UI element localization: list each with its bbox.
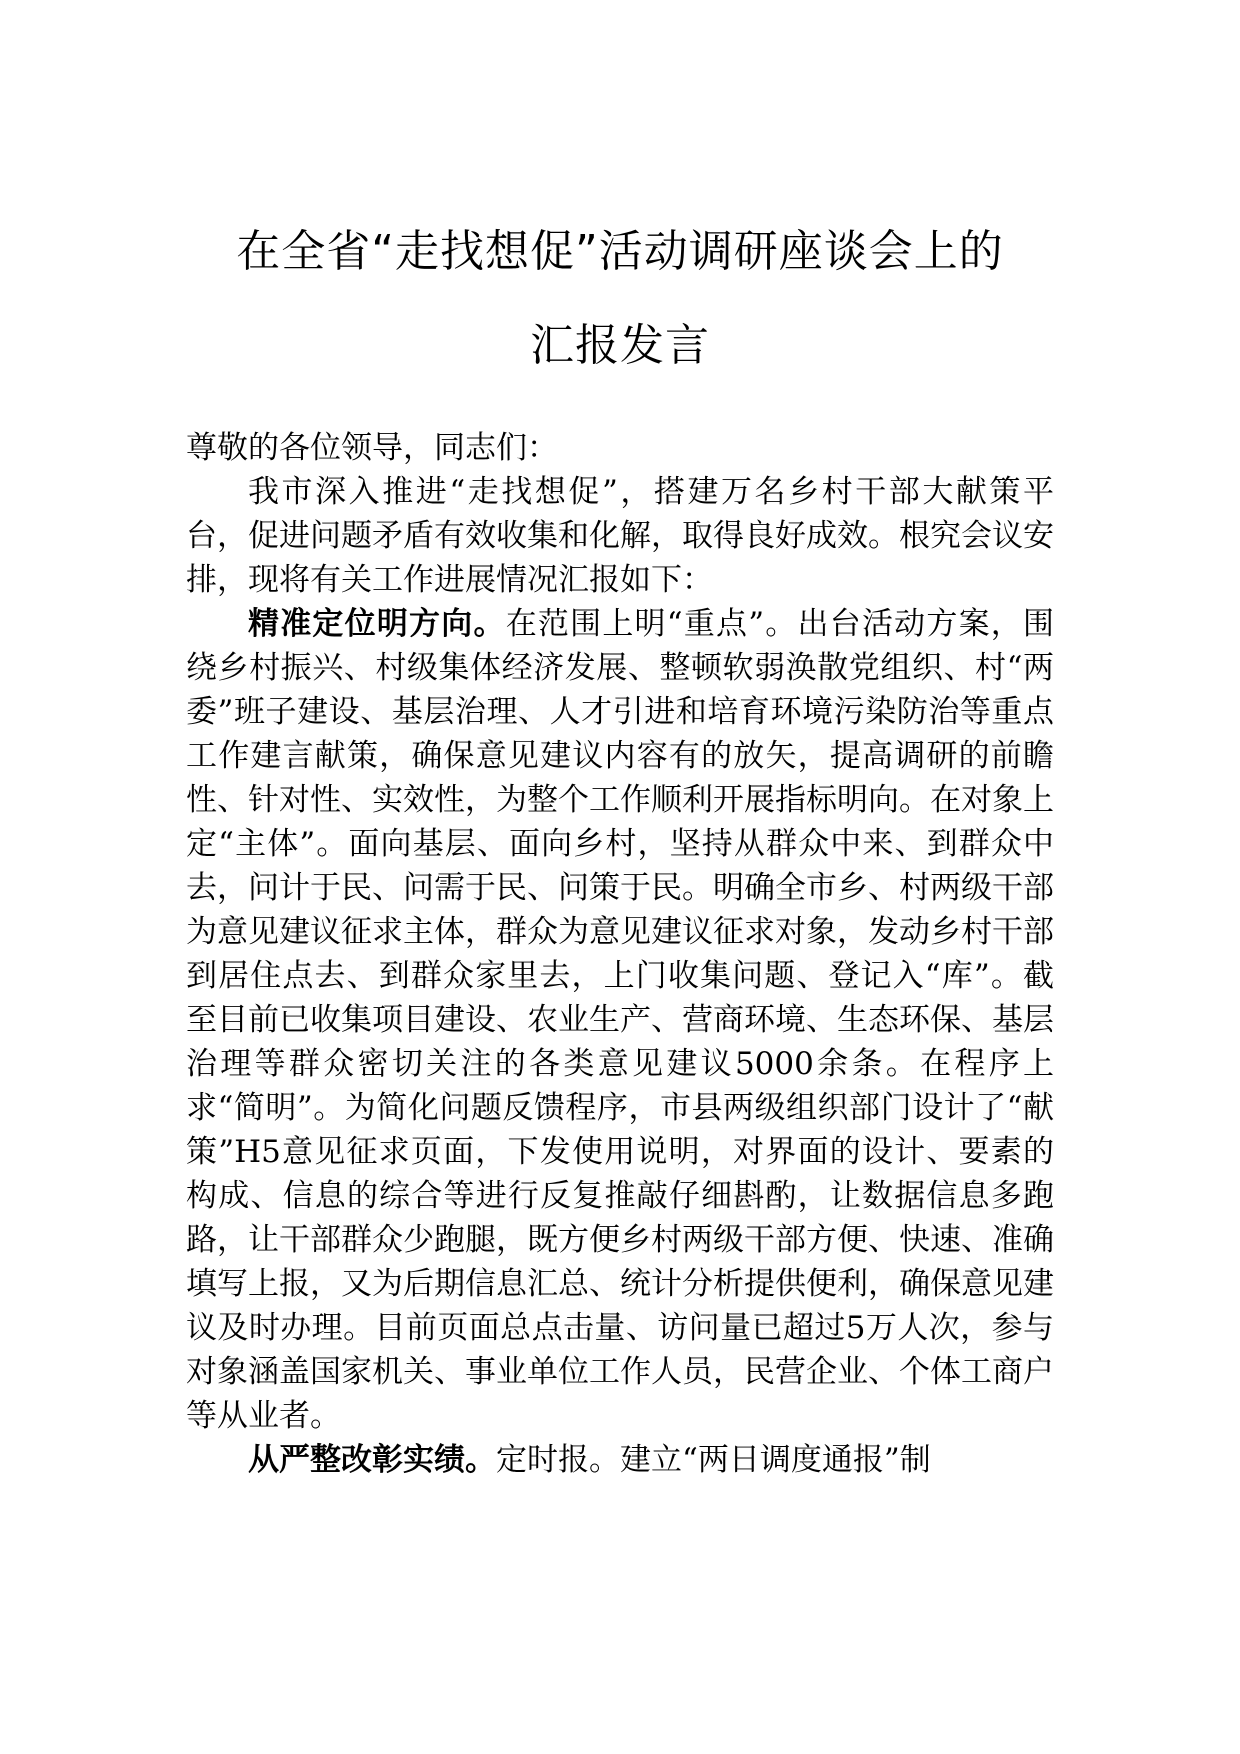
section-1-text: 在范围上明“重点”。出台活动方案，围绕乡村振兴、村级集体经济发展、整顿软弱涣散党组织、村“两委”班子建设、基层治理、人才引进和培育环境污染防治等重点工作建言献策，确保意见建议内容有的放矢，提高调研的前瞻性、针对性、实效性，为整个工作顺利开展指标明向。在对象上定“主体”。面向基层、面向乡村，坚持从群众中来、到群众中去，问计于民、问需于民、问策于民。明确全市乡、村两级干部为意见建议征求主体，群众为意见建议征求对象，发动乡村干部到居住点去、到群众家里去，上门收集问题、登记入“库”。截至目前已收集项目建设、农业生产、营商环境、生态环保、基层治理等群众密切关注的各类意见建议5000余条。在程序上求“简明”。为简化问题反馈程序，市县两级组织部门设计了“献策”H5意见征求页面，下发使用说明，对界面的设计、要素的构成、信息的综合等进行反复推敲仔细斟酌，让数据信息多跑路，让干部群众少跑腿，既方便乡村两级干部方便、快速、准确填写上报，又为后期信息汇总、统计分析提供便利，确保意见建议及时办理。目前页面总点击量、访问量已超过5万人次，参与对象涵盖国家机关、事业单位工作人员，民营企业、个体工商户等从业者。: [186, 606, 1054, 1434]
salutation: 尊敬的各位领导，同志们：: [186, 430, 558, 466]
section-2-text: 定时报。建立“两日调度通报”制: [496, 1442, 931, 1478]
title-line-1: 在全省“走找想促”活动调研座谈会上的: [236, 226, 1004, 277]
intro-paragraph: 我市深入推进“走找想促”，搭建万名乡村干部大献策平台，促进问题矛盾有效收集和化解，取得良好成效。根究会议安排，现将有关工作进展情况汇报如下：: [186, 474, 1054, 598]
document-title: [150, 205, 1090, 393]
document-body: [186, 426, 1054, 1482]
section-1-paragraph: [186, 602, 1054, 1438]
section-2-heading: 从严整改彰实绩。: [248, 1442, 496, 1478]
section-1-heading: 精准定位明方向。: [248, 606, 506, 642]
section-2-paragraph: [186, 1438, 1054, 1482]
title-line-2: 汇报发言: [530, 320, 710, 371]
